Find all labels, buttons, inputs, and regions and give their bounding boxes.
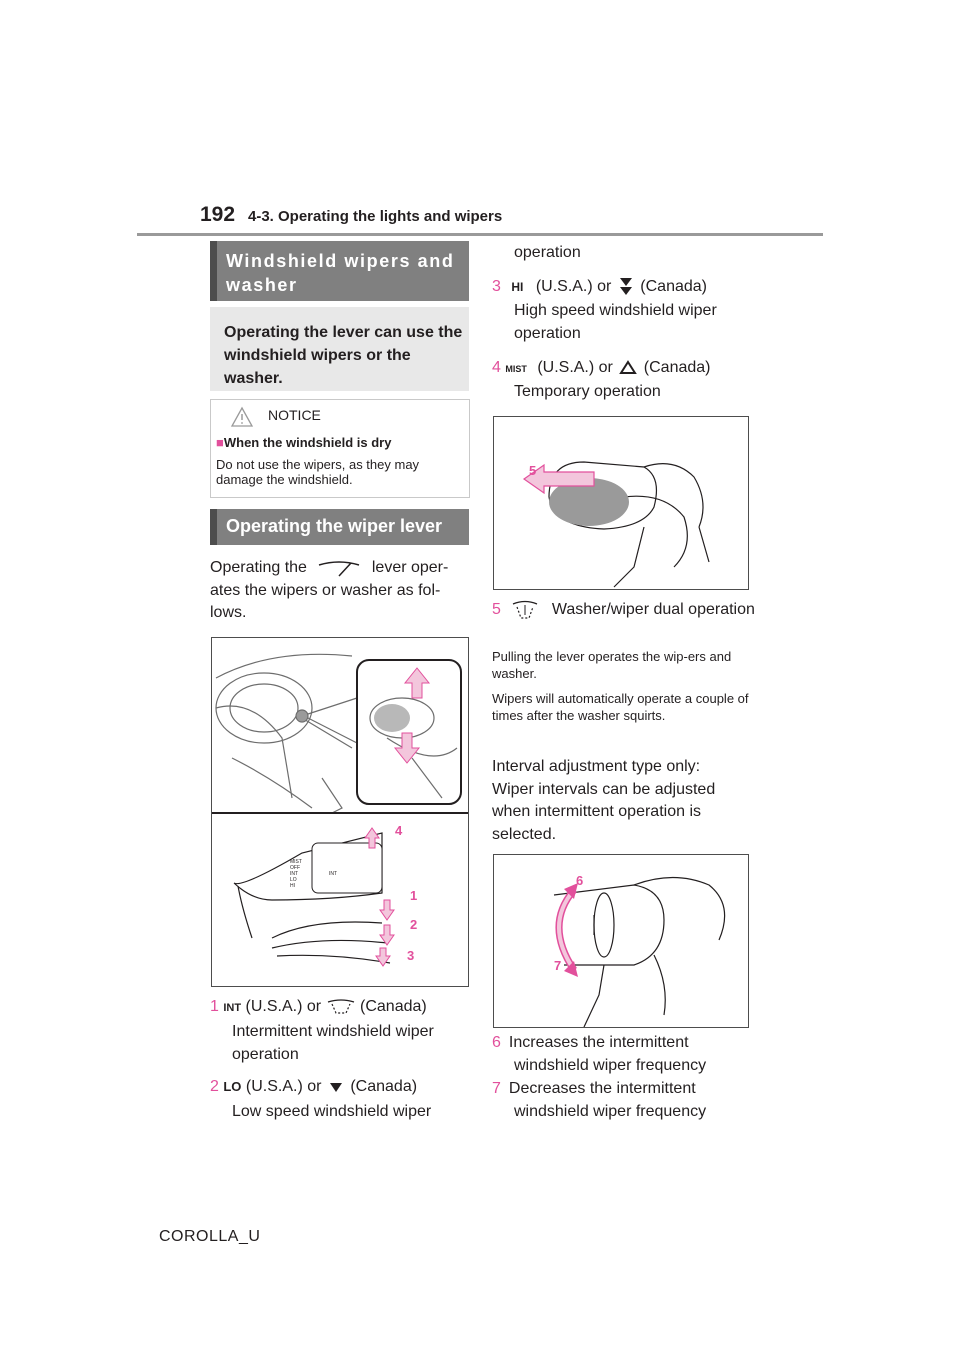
interval-paragraph: Interval adjustment type only: Wiper intervals can be adjusted when intermittent operation is selected. — [492, 758, 716, 843]
list-item: 4 MIST (U.S.A.) or (Canada) — [492, 359, 711, 376]
washer-wiper-icon — [511, 599, 539, 621]
mist-triangle-icon — [617, 360, 639, 376]
page-number: 192 — [200, 203, 236, 226]
section-heading — [210, 509, 469, 545]
high-speed-icon — [616, 276, 636, 298]
header-rule — [137, 233, 823, 236]
notice-box — [210, 399, 470, 498]
list-item: 6 Increases the intermittent windshield wiper frequency — [492, 1034, 707, 1074]
list-item: 7 Decreases the intermittent windshield wiper frequency — [492, 1080, 707, 1120]
lever-marking: OFF — [290, 865, 300, 871]
interval-adjust-figure — [493, 854, 749, 1028]
note-text: Wipers will automatically operate a couple of times after the washer squirts. — [492, 691, 749, 723]
list-item: 2 LO (U.S.A.) or (Canada) — [210, 1078, 418, 1095]
hi-icon: HI — [511, 280, 524, 295]
wiper-icon — [311, 558, 367, 578]
lever-marking: MIST — [290, 859, 302, 865]
notice-text: Do not use the wipers, as they may damage the windshield. — [216, 457, 420, 487]
intro-paragraph: Operating the lever oper- ates the wipers or washer as fol- lows. — [210, 559, 449, 621]
item-description: Temporary operation — [514, 383, 661, 400]
figure-label: 6 — [576, 873, 584, 888]
item-description: Low speed windshield wiper — [232, 1103, 432, 1120]
intro-text: Operating the lever can use the windshield wipers or the washer. — [224, 324, 463, 387]
wiper-lever-figure — [211, 637, 469, 987]
lever-marking: LO — [290, 877, 297, 883]
item-description: High speed windshield wiper operation — [514, 302, 717, 342]
figure-label: 4 — [395, 823, 403, 838]
lever-marking: INT — [329, 871, 338, 877]
figure-label: 3 — [407, 948, 415, 963]
footer-model: COROLLA_U — [159, 1228, 261, 1245]
section-heading-text: Operating the wiper lever — [226, 516, 443, 536]
note-text: Pulling the lever operates the wip-ers and washer. — [492, 649, 732, 681]
section-title: 4-3. Operating the lights and wipers — [248, 208, 503, 225]
lever-marking: INT — [290, 871, 299, 877]
figure-label: 5 — [529, 463, 537, 478]
low-speed-icon — [326, 1080, 346, 1094]
notice-title: NOTICE — [268, 407, 321, 423]
item-description: Intermittent windshield wiper operation — [232, 1023, 434, 1063]
warning-icon — [230, 406, 254, 428]
intermittent-wiper-icon — [326, 998, 356, 1016]
list-item: 1 INT (U.S.A.) or (Canada) — [210, 998, 427, 1015]
topic-title-box — [210, 241, 469, 301]
intro-box — [210, 307, 469, 391]
figure-label: 1 — [410, 888, 418, 903]
list-item: 3 HI (U.S.A.) or (Canada) — [492, 276, 757, 299]
mist-icon: MIST — [505, 364, 527, 374]
figure-label: 2 — [410, 917, 418, 932]
notice-heading: ■When the windshield is dry — [216, 435, 392, 450]
figure-label: 7 — [554, 958, 562, 973]
washer-figure — [493, 416, 749, 590]
item-continuation: operation — [514, 244, 581, 261]
lever-marking: HI — [290, 883, 295, 889]
lo-icon: LO — [223, 1079, 242, 1094]
topic-title: Windshield wipers and washer — [226, 251, 455, 295]
list-item: 5 Washer/wiper dual operation — [492, 599, 757, 622]
int-icon: INT — [223, 1002, 242, 1014]
